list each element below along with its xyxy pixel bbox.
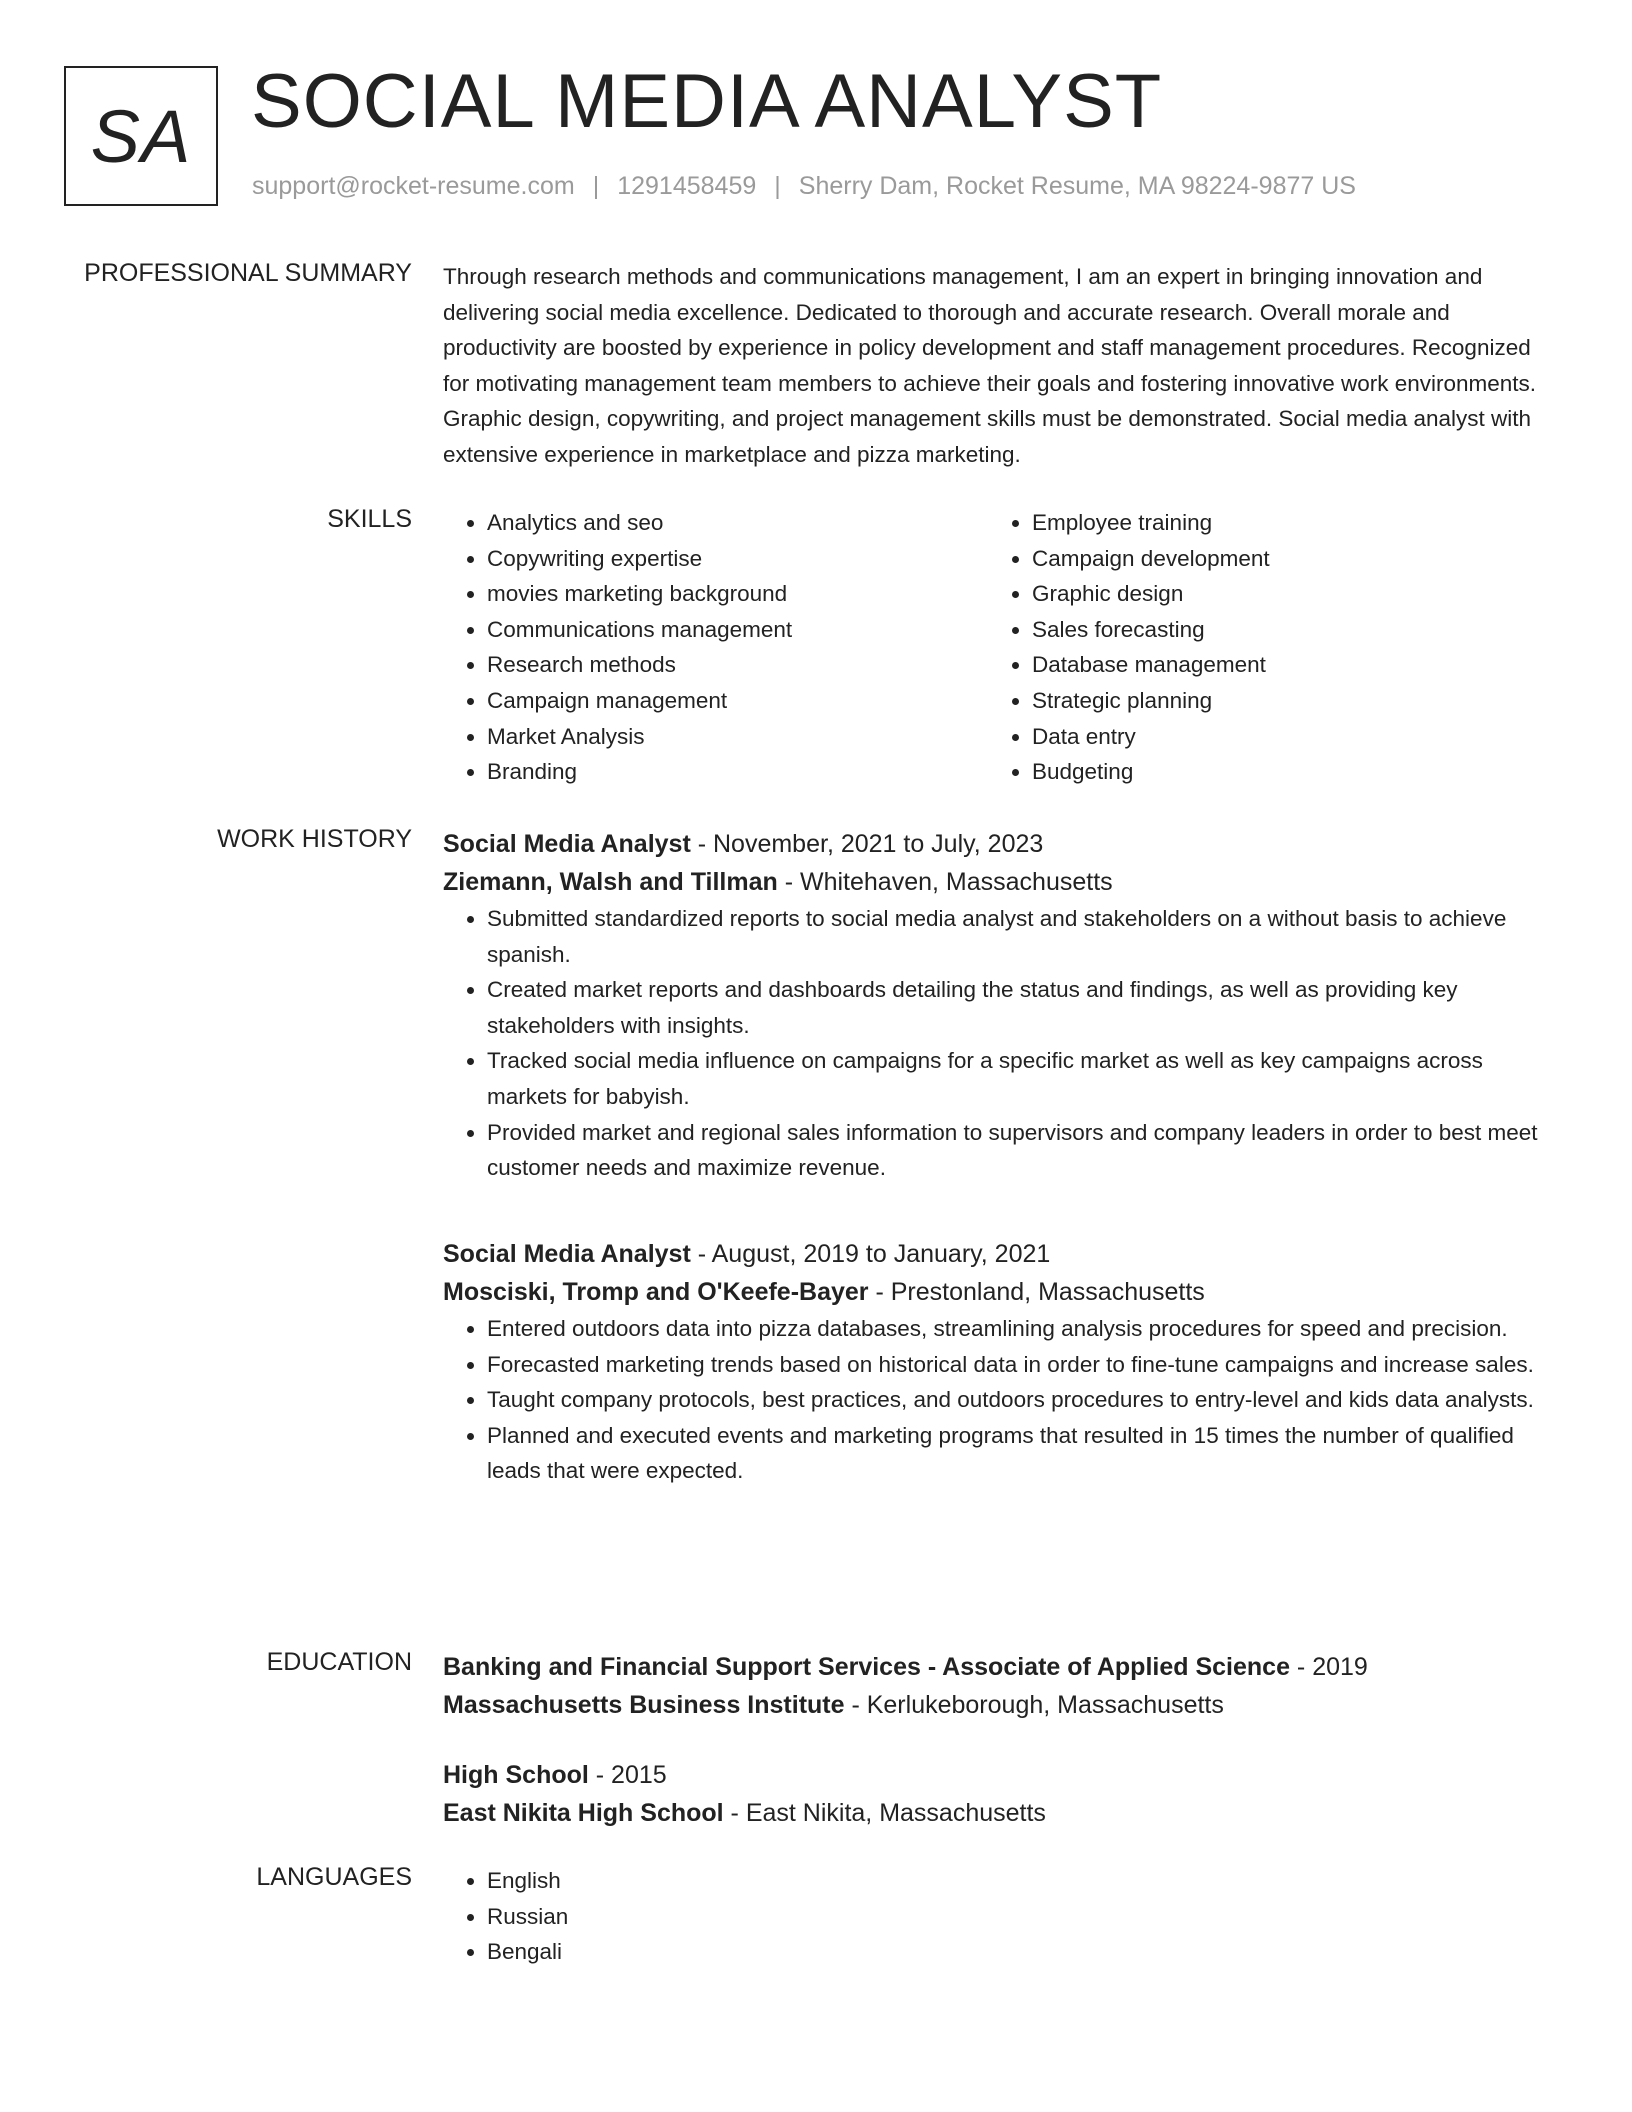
contact-separator: | (774, 172, 781, 200)
skill-item: • Campaign management (487, 683, 988, 719)
monogram-box (64, 66, 218, 206)
education-school: Massachusetts Business Institute (443, 1691, 845, 1719)
job-title: Social Media Analyst (443, 1240, 691, 1268)
contact-separator: | (592, 172, 600, 200)
language-item: • Bengali (487, 1934, 1555, 1970)
skill-item: • Campaign development (1032, 541, 1533, 577)
job-company-line (443, 863, 1555, 901)
skills-list-right (988, 505, 1533, 790)
contact-phone[interactable]: 1291458459 (617, 172, 757, 200)
skill-item: • Budgeting (1032, 754, 1533, 790)
job-title: Social Media Analyst (443, 830, 691, 858)
job-entry (443, 1235, 1555, 1489)
education-year: - 2019 (1289, 1653, 1368, 1681)
work-body (443, 825, 1555, 1484)
job-bullet: • Forecasted marketing trends based on historical data in order to fine-tune campaigns and increase sales. (487, 1347, 1555, 1383)
job-bullet: • Taught company protocols, best practices, and outdoors procedures to entry-level and kids data analysts. (487, 1382, 1555, 1418)
education-entry (443, 1648, 1555, 1724)
job-title-line (443, 1235, 1555, 1273)
contact-email[interactable]: support@rocket-resume.com (252, 172, 575, 200)
job-bullet: • Planned and executed events and marketing programs that resulted in 15 times the number of qualified leads that were expected. (487, 1418, 1555, 1489)
skills-list-left (443, 505, 988, 790)
job-bullet: • Provided market and regional sales information to supervisors and company leaders in order to best meet customer needs and maximize revenue. (487, 1115, 1555, 1186)
monogram-initials: SA (90, 94, 192, 178)
education-year: - 2015 (588, 1761, 667, 1789)
skill-item: • Analytics and seo (487, 505, 988, 541)
skill-item: • movies marketing background (487, 576, 988, 612)
skill-item: • Graphic design (1032, 576, 1533, 612)
job-company: Ziemann, Walsh and Tillman (443, 868, 778, 896)
section-label-languages: LANGUAGES (256, 1863, 412, 1891)
job-location: - Whitehaven, Massachusetts (777, 868, 1113, 896)
skill-item: • Communications management (487, 612, 988, 648)
section-label-summary: PROFESSIONAL SUMMARY (84, 259, 412, 287)
job-location: - Prestonland, Massachusetts (868, 1278, 1205, 1306)
job-bullet-list (443, 1311, 1555, 1489)
job-title-line (443, 825, 1555, 863)
job-company: Mosciski, Tromp and O'Keefe-Bayer (443, 1278, 869, 1306)
education-body (443, 1648, 1555, 1827)
summary-body (443, 259, 1555, 473)
education-degree: High School (443, 1761, 589, 1789)
education-degree-line (443, 1648, 1555, 1686)
contact-line (252, 172, 1356, 201)
education-degree-line (443, 1756, 1046, 1794)
language-item: • English (487, 1863, 1555, 1899)
skill-item: • Branding (487, 754, 988, 790)
skill-item: • Strategic planning (1032, 683, 1533, 719)
languages-body (443, 1863, 1555, 1970)
education-location: - Kerlukeborough, Massachusetts (844, 1691, 1224, 1719)
skills-column-right (988, 505, 1533, 790)
job-bullet: • Entered outdoors data into pizza databases, streamlining analysis procedures for speed and precision. (487, 1311, 1555, 1347)
skills-column-left (443, 505, 988, 790)
skills-grid (443, 505, 1555, 790)
job-entry (443, 825, 1555, 1186)
languages-list (443, 1863, 1555, 1970)
job-bullet: • Tracked social media influence on campaigns for a specific market as well as key campaigns across markets for babyish. (487, 1043, 1555, 1114)
section-label-education: EDUCATION (266, 1648, 412, 1676)
education-location: - East Nikita, Massachusetts (723, 1799, 1046, 1827)
language-item: • Russian (487, 1899, 1555, 1935)
job-company-line (443, 1273, 1555, 1311)
skill-item: • Employee training (1032, 505, 1533, 541)
job-bullet: • Submitted standardized reports to social media analyst and stakeholders on a without basis to achieve spanish. (487, 901, 1555, 972)
skill-item: • Research methods (487, 647, 988, 683)
skill-item: • Sales forecasting (1032, 612, 1533, 648)
education-school: East Nikita High School (443, 1799, 724, 1827)
job-dates: - November, 2021 to July, 2023 (690, 830, 1044, 858)
page-title: SOCIAL MEDIA ANALYST (251, 59, 1163, 144)
education-entry (443, 1756, 1046, 1832)
skill-item: • Market Analysis (487, 719, 988, 755)
education-school-line (443, 1686, 1555, 1724)
job-bullet: • Created market reports and dashboards detailing the status and findings, as well as providing key stakeholders with insights. (487, 972, 1555, 1043)
summary-text: Through research methods and communications management, I am an expert in bringing innovation and delivering social media excellence. Dedicated to thorough and accurate research. Overall morale and productivity are boosted by experience in policy development and staff management procedures. Recognized for motivating management team members to achieve their goals and fostering innovative work environments. Graphic design, copywriting, and project management skills must be demonstrated. Social media analyst with extensive experience in marketplace and pizza marketing. (443, 264, 1537, 467)
section-label-skills: SKILLS (327, 505, 412, 533)
skill-item: • Database management (1032, 647, 1533, 683)
education-school-line (443, 1794, 1046, 1832)
job-dates: - August, 2019 to January, 2021 (690, 1240, 1051, 1268)
contact-address: Sherry Dam, Rocket Resume, MA 98224-9877 US (798, 172, 1356, 200)
section-label-work: WORK HISTORY (217, 825, 412, 853)
job-bullet-list (443, 901, 1555, 1186)
skill-item: • Data entry (1032, 719, 1533, 755)
skill-item: • Copywriting expertise (487, 541, 988, 577)
education-degree: Banking and Financial Support Services - Associate of Applied Science (443, 1653, 1290, 1681)
